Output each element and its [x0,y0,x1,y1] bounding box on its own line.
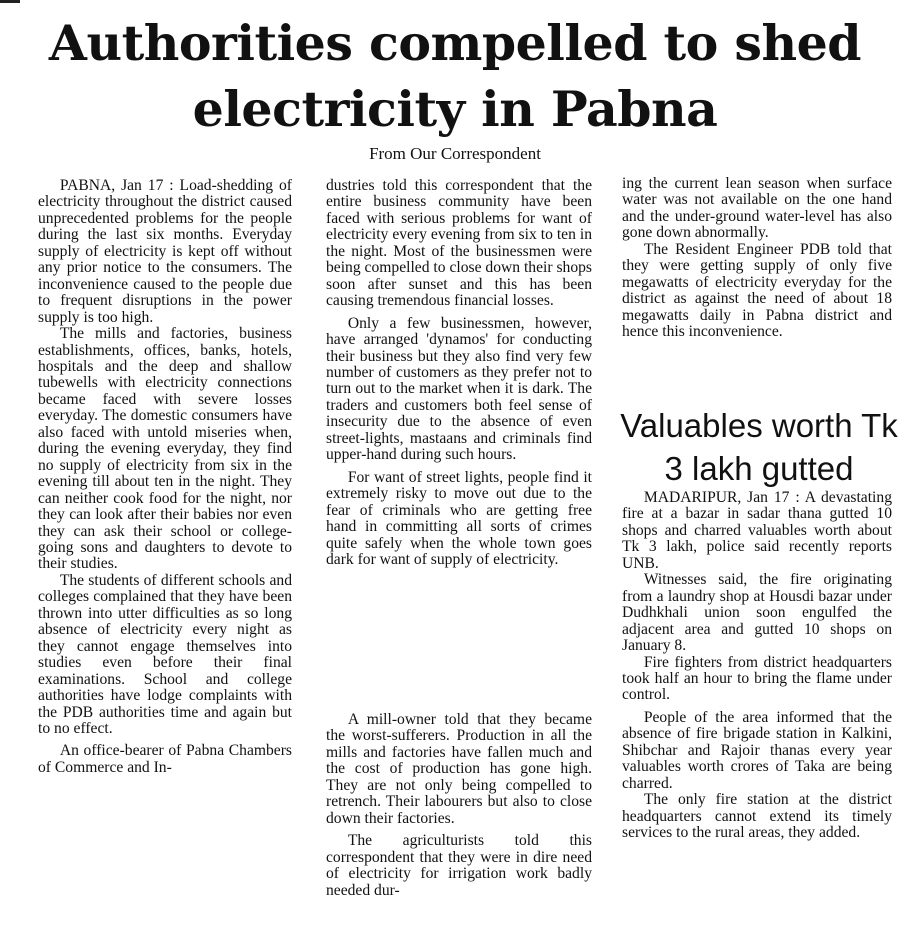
article-paragraph: Only a few businessmen, however, have arranged 'dynamos' for conducting their business but they also find very few number of customers as they prefer not to turn out to the market when it is dark. The traders and customers both feel sense of insecurity due to the absence of even street-lights, mastaans and criminals find upper-hand during such hours. [326,314,592,464]
article-paragraph: The mills and factories, business establishments, offices, banks, hotels, hospitals and the deep and shallow tubewells with electricity connections became faced with severe losses everyday. The domestic consumers have also faced with untold miseries when, during the evening everyday, they find no supply of electricity from six in the evening till about ten in the night. They can neither cook food for the night, nor they can look after their babies nor even they can ask their school or college-going sons and daughters to devote to their studies. [38,325,292,573]
article-paragraph: An office-bearer of Pabna Chambers of Commerce and In- [38,742,292,776]
byline: From Our Correspondent [369,144,541,163]
second-headline: Valuables worth Tk 3 lakh gutted [620,407,898,487]
article-paragraph: ing the current lean season when surface water was not available on the one hand and the under-ground water-level has also gone down abnormally. [622,175,892,242]
main-headline: Authorities compelled to shed electricity in Pabna [48,14,862,138]
article-paragraph: The agriculturists told this correspondent that they were in dire need of electricity for irrigation work badly needed dur- [326,832,592,899]
article-paragraph: Fire fighters from district headquarters took half an hour to bring the flame under control. [622,653,892,704]
main-article-column-2-lower [326,712,592,899]
main-article-column-3 [622,176,892,341]
article-paragraph: dustries told this correspondent that the entire business community have been faced with serious problems for want of electricity every evening from six to ten in the night. Most of the businessmen were being compelled to close down their shops soon after sunset and this has been causing tremendous financial losses. [326,177,592,310]
article-paragraph: Witnesses said, the fire originating from a laundry shop at Housdi bazar under Dudhkhali union soon engulfed the adjacent area and gutted 10 shops on January 8. [622,571,892,655]
article-paragraph: MADARIPUR, Jan 17 : A devastating fire at a bazar in sadar thana gutted 10 shops and charred valuables worth about Tk 3 lakh, police said recently reports UNB. [622,489,892,572]
article-paragraph: For want of street lights, people find it extremely risky to move out due to the fear of criminals who are getting free hand in committing all sorts of crimes quite safely when the whole town goes dark for want of supply of electricity. [326,468,592,568]
clipping-edge-mark [0,0,20,3]
article-paragraph: The students of different schools and colleges complained that they have been thrown into utter difficulties as so long absence of electricity every night as they cannot engage themselves into studies even before their final examinations. School and college authorities have lodge complaints with the PDB authorities time and again but to no effect. [38,571,292,737]
article-paragraph: A mill-owner told that they became the worst-sufferers. Production in all the mills and factories have fallen much and the cost of production has gone high. They are not only being compelled to retrench. Their labourers but also to close down their factories. [326,711,592,827]
article-paragraph: The Resident Engineer PDB told that they were getting supply of only five megawatts of electricity everyday for the district as against the need of about 18 megawatts daily in Pabna district and hence this inconvenience. [622,240,892,341]
main-article-column-1 [38,178,292,776]
article-paragraph: The only fire station at the district headquarters cannot extend its timely services to the rural areas, they added. [622,791,892,842]
main-article-column-2 [326,178,592,568]
article-paragraph: PABNA, Jan 17 : Load-shedding of electricity throughout the district caused unprecedented problems for the people during the last six months. Everyday supply of electricity is kept off without any prior notice to the consumers. The inconvenience caused to the people due to frequent disruptions in the power supply is too high. [38,177,292,326]
article-paragraph: People of the area informed that the absence of fire brigade station in Kalkini, Shibchar and Rajoir thanas every year valuables worth crores of Taka are being charred. [622,708,892,792]
second-article-body [622,490,892,842]
